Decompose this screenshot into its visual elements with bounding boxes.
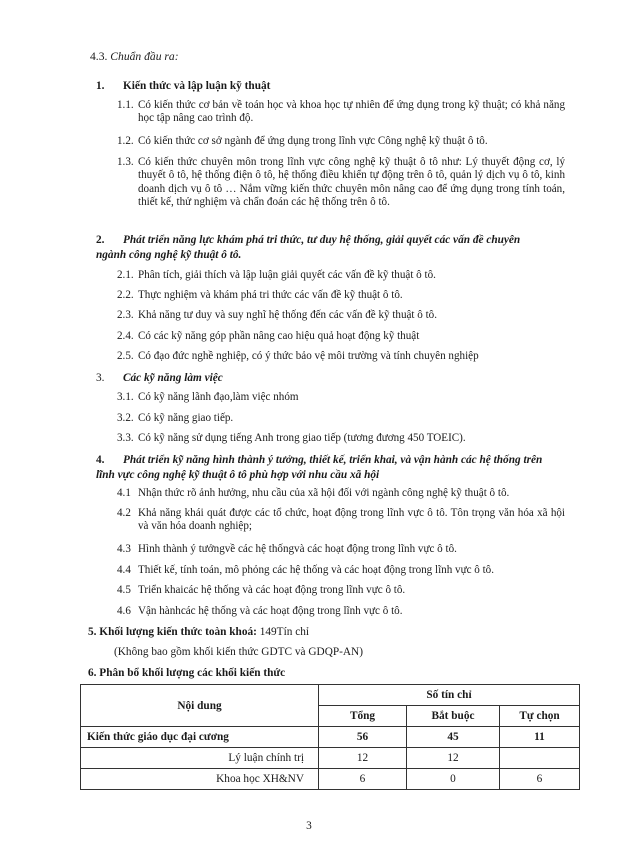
section-heading-4-3: 4.3. Chuẩn đầu ra: (90, 50, 179, 63)
row-elective (500, 748, 580, 769)
outcome-item: 1.3. Có kiến thức chuyên môn trong lĩnh vực công nghệ kỹ thuật ô tô như: Lý thuyết động cơ, lý thuyết ô tô, hệ thống điện ô tô, hệ thống điều khiển tự động trên ô tô, quản lý dịch vụ ô tô, kinh doanh dịch vụ ô tô … Nắm vững kiến thức chuyên môn nâng cao để ứng dụng trong tính toán, thiết kế, thử nghiệm và chẩn đoán các hệ thống trên ô tô. (117, 156, 565, 208)
outcome-item: 4.4 Thiết kế, tính toán, mô phỏng các hệ thống và các hoạt động trong lĩnh vực ô tô. (117, 564, 494, 576)
row-required: 0 (407, 769, 500, 790)
header-credits: Số tín chỉ (319, 685, 580, 706)
header-required: Bắt buộc (407, 706, 500, 727)
row-required: 45 (407, 727, 500, 748)
table-header-row (81, 685, 580, 706)
outcome-section-3: 3. Các kỹ năng làm việc (96, 372, 223, 384)
outcome-section-2: 2. Phát triển năng lực khám phá tri thức, tư duy hệ thống, giải quyết các vấn đề chuyên ngành công nghệ kỹ thuật ô tô. (96, 234, 521, 261)
outcome-item: 2.4. Có các kỹ năng góp phần nâng cao hiệu quả hoạt động kỹ thuật (117, 330, 420, 342)
row-total: 12 (319, 748, 407, 769)
outcome-item: 4.5 Triển khaicác hệ thống và các hoạt động trong lĩnh vực ô tô. (117, 584, 406, 596)
header-content: Nội dung (81, 685, 319, 727)
table-row (81, 727, 580, 748)
outcome-item: 3.1. Có kỹ năng lãnh đạo,làm việc nhóm (117, 391, 299, 403)
outcome-item: 3.2. Có kỹ năng giao tiếp. (117, 412, 234, 424)
row-total: 56 (319, 727, 407, 748)
row-total: 6 (319, 769, 407, 790)
row-elective: 6 (500, 769, 580, 790)
outcome-item: 2.2. Thực nghiệm và khám phá tri thức các vấn đề kỹ thuật ô tô. (117, 289, 403, 301)
row-name: Kiến thức giáo dục đại cương (81, 727, 319, 748)
outcome-item: 3.3. Có kỹ năng sử dụng tiếng Anh trong giao tiếp (tương đương 450 TOEIC). (117, 432, 466, 444)
outcome-item: 4.1 Nhận thức rõ ảnh hưởng, nhu cầu của xã hội đối với ngành công nghệ kỹ thuật ô tô. (117, 487, 510, 499)
table-row (81, 769, 580, 790)
row-elective: 11 (500, 727, 580, 748)
outcome-item: 2.5. Có đạo đức nghề nghiệp, có ý thức bảo vệ môi trường và tính chuyên nghiệp (117, 350, 479, 362)
outcome-item: 4.3 Hình thành ý tưởngvề các hệ thốngvà các hoạt động trong lĩnh vực ô tô. (117, 543, 457, 555)
outcome-item: 4.6 Vận hànhcác hệ thống và các hoạt động trong lĩnh vực ô tô. (117, 605, 403, 617)
row-name: Lý luận chính trị (81, 748, 319, 769)
row-name: Khoa học XH&NV (81, 769, 319, 790)
outcome-item: 2.1. Phân tích, giải thích và lập luận giải quyết các vấn đề kỹ thuật ô tô. (117, 269, 436, 281)
outcome-item: 1.1. Có kiến thức cơ bản về toán học và khoa học tự nhiên để ứng dụng trong kỹ thuật; có khả năng học tập nâng cao trình độ. (117, 99, 565, 125)
row-required: 12 (407, 748, 500, 769)
outcome-item: 4.2 Khả năng khái quát được các tổ chức, hoạt động trong lĩnh vực ô tô. Tôn trọng văn hóa xã hội và văn hóa doanh nghiệp; (117, 507, 565, 533)
header-total: Tổng (319, 706, 407, 727)
total-credits-note: (Không bao gồm khối kiến thức GDTC và GDQP-AN) (114, 646, 363, 658)
outcome-item: 2.3. Khả năng tư duy và suy nghĩ hệ thống đến các vấn đề kỹ thuật ô tô. (117, 309, 438, 321)
total-credits-line: 5. Khối lượng kiến thức toàn khoá: 149Tín chỉ (88, 626, 309, 638)
table-row (81, 748, 580, 769)
allocation-heading: 6. Phân bổ khối lượng các khối kiến thức (88, 667, 286, 679)
header-elective: Tự chọn (500, 706, 580, 727)
outcome-section-1: 1. Kiến thức và lập luận kỹ thuật (96, 80, 271, 92)
credit-allocation-table (80, 684, 580, 790)
outcome-item: 1.2. Có kiến thức cơ sở ngành để ứng dụng trong lĩnh vực Công nghệ kỹ thuật ô tô. (117, 135, 488, 147)
page-number: 3 (306, 820, 312, 832)
outcome-section-4: 4. Phát triển kỹ năng hình thành ý tưởng, thiết kế, triển khai, và vận hành các hệ thống trên lĩnh vực công nghệ kỹ thuật ô tô phù hợp với nhu cầu xã hội (96, 454, 543, 481)
